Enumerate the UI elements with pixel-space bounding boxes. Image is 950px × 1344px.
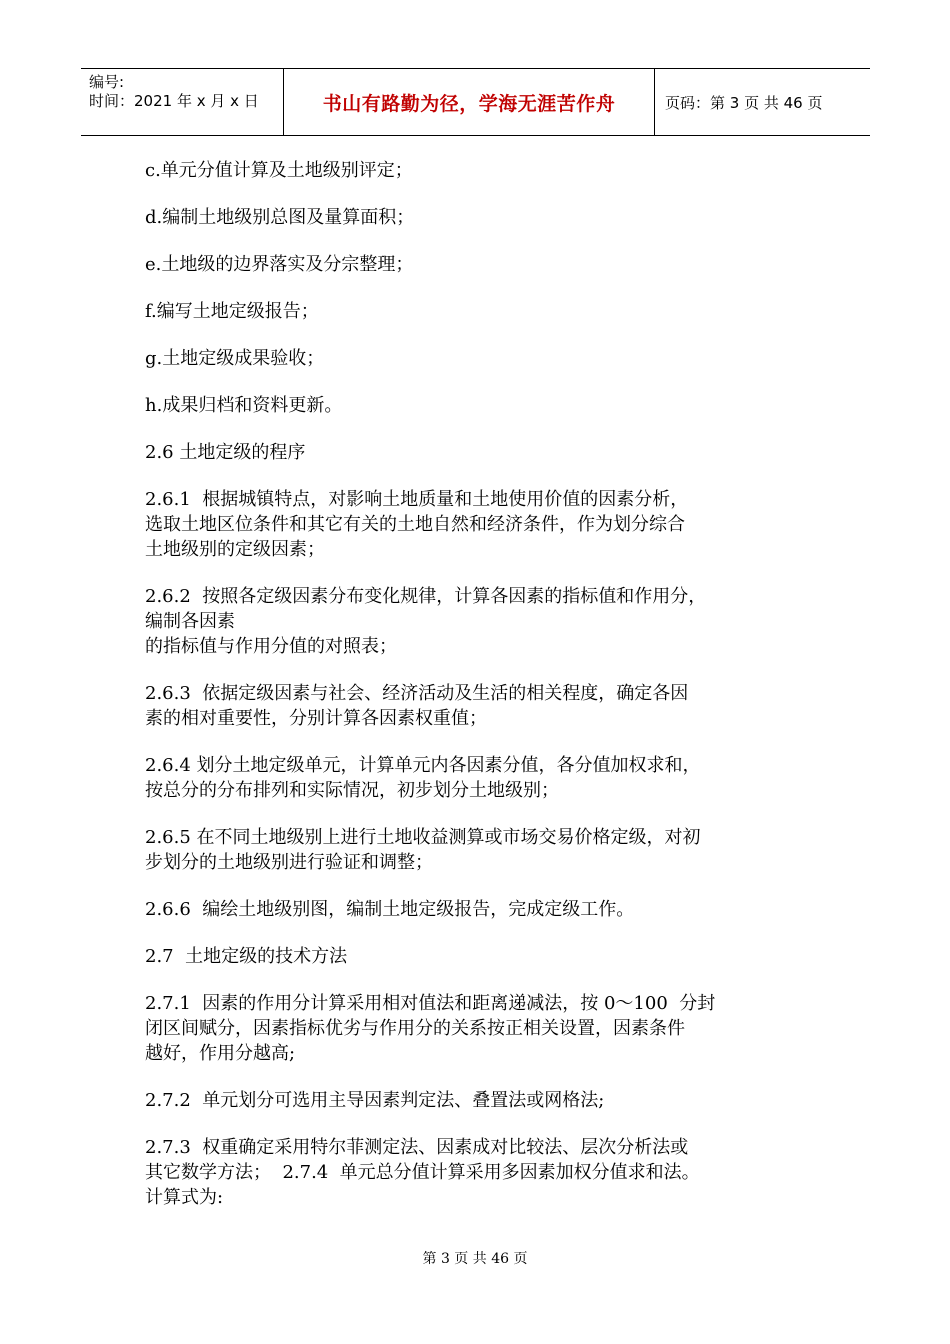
paragraph-line: e.土地级的边界落实及分宗整理； xyxy=(145,254,414,275)
paragraph xyxy=(145,1135,810,1210)
paragraph-line: 2.6.4 划分土地定级单元，计算单元内各因素分值，各分值加权求和， xyxy=(145,755,701,776)
paragraph-line: 2.6.3 依据定级因素与社会、经济活动及生活的相关程度，确定各因 xyxy=(145,683,689,704)
paragraph-line: 按总分的分布排列和实际情况，初步划分土地级别； xyxy=(145,780,559,801)
paragraph xyxy=(145,393,810,418)
paragraph xyxy=(145,205,810,230)
paragraph-line: 计算式为: xyxy=(145,1187,224,1208)
paragraph-line: 其它数学方法； 2.7.4 单元总分值计算采用多因素加权分值求和法。 xyxy=(145,1162,700,1183)
header-page-info: 页码：第 3 页 共 46 页 xyxy=(665,93,823,112)
paragraph xyxy=(145,681,810,731)
paragraph xyxy=(145,440,810,465)
paragraph-line: 2.7 土地定级的技术方法 xyxy=(145,946,348,967)
paragraph-line: 2.6 土地定级的程序 xyxy=(145,442,306,463)
page-header xyxy=(81,68,870,136)
paragraph-line: 的指标值与作用分值的对照表； xyxy=(145,636,397,657)
paragraph xyxy=(145,346,810,371)
paragraph-line: 闭区间赋分，因素指标优劣与作用分的关系按正相关设置，因素条件 xyxy=(145,1018,685,1039)
paragraph-line: 2.7.3 权重确定采用特尔菲测定法、因素成对比较法、层次分析法或 xyxy=(145,1137,689,1158)
paragraph-line: g.土地定级成果验收； xyxy=(145,348,325,369)
page-footer xyxy=(0,1248,950,1268)
footer-page-number: 第 3 页 共 46 页 xyxy=(422,1251,528,1267)
document-body xyxy=(145,158,810,1232)
paragraph xyxy=(145,584,810,659)
document-number-label: 编号: xyxy=(89,73,125,91)
paragraph-line: f.编写土地定级报告； xyxy=(145,301,319,322)
paragraph xyxy=(145,944,810,969)
paragraph xyxy=(145,1088,810,1113)
paragraph-line: 素的相对重要性，分别计算各因素权重值； xyxy=(145,708,487,729)
paragraph-line: h.成果归档和资料更新。 xyxy=(145,395,343,416)
paragraph xyxy=(145,299,810,324)
paragraph-line: c.单元分值计算及土地级别评定； xyxy=(145,160,413,181)
paragraph-line: 步划分的土地级别进行验证和调整； xyxy=(145,852,433,873)
paragraph-line: 2.7.1 因素的作用分计算采用相对值法和距离递减法，按 0～100 分封 xyxy=(145,993,716,1014)
paragraph-line: 选取土地区位条件和其它有关的土地自然和经济条件，作为划分综合 xyxy=(145,514,685,535)
paragraph xyxy=(145,897,810,922)
document-time-label: 时间：2021 年 x 月 x 日 xyxy=(89,92,259,110)
paragraph xyxy=(145,753,810,803)
paragraph-line: 2.6.6 编绘土地级别图，编制土地定级报告，完成定级工作。 xyxy=(145,899,635,920)
paragraph-line: d.编制土地级别总图及量算面积； xyxy=(145,207,415,228)
paragraph xyxy=(145,991,810,1066)
paragraph-line: 2.6.2 按照各定级因素分布变化规律，计算各因素的指标值和作用分， xyxy=(145,586,707,607)
paragraph-line: 土地级别的定级因素； xyxy=(145,539,325,560)
paragraph-line: 2.6.5 在不同土地级别上进行土地收益测算或市场交易价格定级，对初 xyxy=(145,827,701,848)
paragraph-line: 2.7.2 单元划分可选用主导因素判定法、叠置法或网格法; xyxy=(145,1090,605,1111)
paragraph xyxy=(145,158,810,183)
header-motto: 书山有路勤为径，学海无涯苦作舟 xyxy=(322,92,616,115)
paragraph-line: 越好，作用分越高; xyxy=(145,1043,296,1064)
header-page-info-cell xyxy=(655,69,870,135)
paragraph xyxy=(145,487,810,562)
paragraph-line: 2.6.1 根据城镇特点，对影响土地质量和土地使用价值的因素分析， xyxy=(145,489,689,510)
paragraph-line: 编制各因素 xyxy=(145,611,235,632)
header-motto-cell xyxy=(283,69,655,135)
header-meta xyxy=(81,69,283,135)
paragraph xyxy=(145,825,810,875)
paragraph xyxy=(145,252,810,277)
